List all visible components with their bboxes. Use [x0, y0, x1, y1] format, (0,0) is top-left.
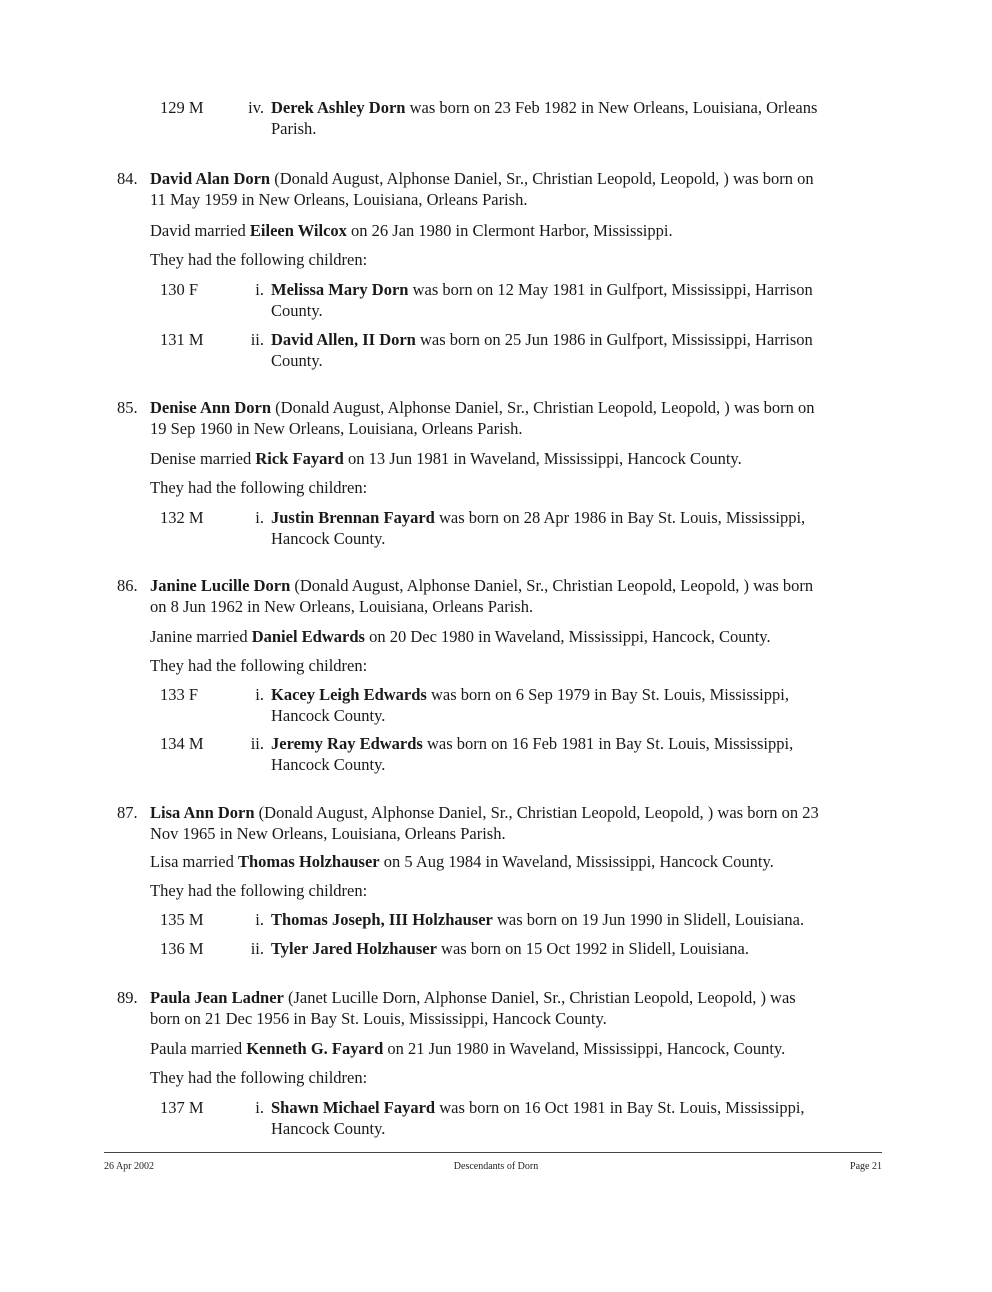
person-name: Denise Ann Dorn: [150, 398, 272, 417]
child-entry: David Allen, II Dorn was born on 25 Jun 1986 in Gulfport, Mississippi, Harrison: [271, 330, 813, 349]
marriage-line: Denise married Rick Fayard on 13 Jun 1981 in Waveland, Mississippi, Hancock County.: [150, 449, 742, 468]
child-roman-numeral: i.: [255, 1098, 264, 1117]
footer-divider: [104, 1152, 882, 1153]
child-name: Derek Ashley Dorn: [271, 98, 406, 117]
family-head-continuation: 19 Sep 1960 in New Orleans, Louisiana, Orleans Parish.: [150, 419, 523, 438]
child-entry: Justin Brennan Fayard was born on 28 Apr 1986 in Bay St. Louis, Mississippi,: [271, 508, 806, 527]
spouse-name: Thomas Holzhauser: [237, 852, 380, 871]
family-number: 89.: [117, 988, 138, 1007]
child-entry: Thomas Joseph, III Holzhauser was born on 19 Jun 1990 in Slidell, Louisiana.: [271, 910, 805, 929]
child-id: 132 M: [160, 508, 204, 527]
person-name: Paula Jean Ladner: [150, 988, 284, 1007]
family-number: 85.: [117, 398, 138, 417]
spouse-name: Daniel Edwards: [251, 627, 365, 646]
child-roman-numeral: ii.: [250, 734, 264, 753]
child-entry: Kacey Leigh Edwards was born on 6 Sep 1979 in Bay St. Louis, Mississippi,: [271, 685, 789, 704]
spouse-name: Rick Fayard: [255, 449, 344, 468]
child-roman-numeral: i.: [255, 685, 264, 704]
person-name: David Alan Dorn: [150, 169, 271, 188]
family-head-continuation: 11 May 1959 in New Orleans, Louisiana, Orleans Parish.: [150, 190, 528, 209]
spouse-name: Eileen Wilcox: [249, 221, 347, 240]
footer-title: Descendants of Dorn: [453, 1161, 539, 1172]
child-name: Thomas Joseph, III Holzhauser: [271, 910, 493, 929]
child-roman-numeral: i.: [255, 280, 264, 299]
child-entry: Shawn Michael Fayard was born on 16 Oct 1981 in Bay St. Louis, Mississippi,: [271, 1098, 805, 1117]
family-head: Lisa Ann Dorn (Donald August, Alphonse Daniel, Sr., Christian Leopold, Leopold, ) was born on 23: [150, 803, 819, 822]
child-name: Melissa Mary Dorn: [271, 280, 409, 299]
child-roman-numeral: ii.: [250, 939, 264, 958]
family-number: 86.: [117, 576, 138, 595]
child-roman-numeral: i.: [255, 508, 264, 527]
child-name: David Allen, II Dorn: [271, 330, 416, 349]
child-id: 137 M: [160, 1098, 204, 1117]
marriage-line: Paula married Kenneth G. Fayard on 21 Jun 1980 in Waveland, Mississippi, Hancock, County.: [150, 1039, 786, 1058]
marriage-line: Janine married Daniel Edwards on 20 Dec 1980 in Waveland, Mississippi, Hancock, County.: [150, 627, 771, 646]
children-intro: They had the following children:: [150, 1068, 368, 1087]
person-name: Lisa Ann Dorn: [150, 803, 255, 822]
children-intro: They had the following children:: [150, 881, 368, 900]
child-id: 130 F: [160, 280, 199, 299]
child-name: Justin Brennan Fayard: [271, 508, 435, 527]
family-number: 87.: [117, 803, 138, 822]
child-name: Kacey Leigh Edwards: [271, 685, 427, 704]
child-name: Shawn Michael Fayard: [271, 1098, 436, 1117]
marriage-line: David married Eileen Wilcox on 26 Jan 1980 in Clermont Harbor, Mississippi.: [150, 221, 673, 240]
child-entry-continuation: Hancock County.: [271, 755, 386, 774]
child-roman-numeral: i.: [255, 910, 264, 929]
child-entry: Jeremy Ray Edwards was born on 16 Feb 1981 in Bay St. Louis, Mississippi,: [271, 734, 794, 753]
child-roman-numeral: iv.: [248, 98, 264, 117]
child-entry: Tyler Jared Holzhauser was born on 15 Oct 1992 in Slidell, Louisiana.: [271, 939, 749, 958]
child-id: 136 M: [160, 939, 204, 958]
child-name: Tyler Jared Holzhauser: [271, 939, 437, 958]
children-intro: They had the following children:: [150, 478, 368, 497]
footer-date: 26 Apr 2002: [104, 1161, 154, 1172]
family-head-continuation: Nov 1965 in New Orleans, Louisiana, Orleans Parish.: [150, 824, 506, 843]
child-roman-numeral: ii.: [250, 330, 264, 349]
child-entry: Melissa Mary Dorn was born on 12 May 1981 in Gulfport, Mississippi, Harrison: [271, 280, 813, 299]
family-number: 84.: [117, 169, 138, 188]
marriage-line: Lisa married Thomas Holzhauser on 5 Aug 1984 in Waveland, Mississippi, Hancock County.: [150, 852, 774, 871]
child-name: Jeremy Ray Edwards: [271, 734, 423, 753]
child-entry-continuation: County.: [271, 351, 323, 370]
child-entry-continuation: Hancock County.: [271, 1119, 386, 1138]
child-id: 134 M: [160, 734, 204, 753]
person-name: Janine Lucille Dorn: [150, 576, 291, 595]
child-id: 131 M: [160, 330, 204, 349]
child-entry-continuation: Hancock County.: [271, 706, 386, 725]
children-intro: They had the following children:: [150, 250, 368, 269]
family-head-continuation: on 8 Jun 1962 in New Orleans, Louisiana, Orleans Parish.: [150, 597, 534, 616]
family-head: David Alan Dorn (Donald August, Alphonse Daniel, Sr., Christian Leopold, Leopold, ) was born on: [150, 169, 814, 188]
child-entry-continuation: Hancock County.: [271, 529, 386, 548]
child-entry-continuation: County.: [271, 301, 323, 320]
family-head: Denise Ann Dorn (Donald August, Alphonse Daniel, Sr., Christian Leopold, Leopold, ) was born on: [150, 398, 815, 417]
child-entry-continuation: Parish.: [271, 119, 317, 138]
family-head: Janine Lucille Dorn (Donald August, Alphonse Daniel, Sr., Christian Leopold, Leopold, ) was born: [150, 576, 814, 595]
child-id: 133 F: [160, 685, 199, 704]
family-head-continuation: born on 21 Dec 1956 in Bay St. Louis, Mississippi, Hancock County.: [150, 1009, 607, 1028]
child-id: 135 M: [160, 910, 204, 929]
family-head: Paula Jean Ladner (Janet Lucille Dorn, Alphonse Daniel, Sr., Christian Leopold, Leopold, ) was: [150, 988, 796, 1007]
footer-page-number: Page 21: [850, 1161, 882, 1172]
child-entry: Derek Ashley Dorn was born on 23 Feb 1982 in New Orleans, Louisiana, Orleans: [271, 98, 818, 117]
children-intro: They had the following children:: [150, 656, 368, 675]
child-id: 129 M: [160, 98, 204, 117]
spouse-name: Kenneth G. Fayard: [246, 1039, 384, 1058]
